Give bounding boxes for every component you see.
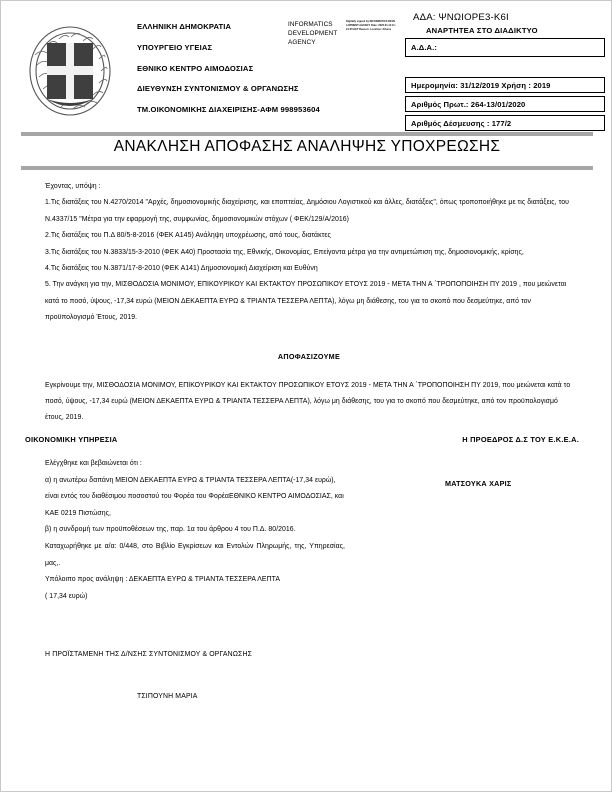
commitment-field-box: Αριθμός Δέσμευσης : 177/2 <box>405 115 605 131</box>
org-line-1: ΥΠΟΥΡΓΕΙΟ ΥΓΕΙΑΣ <box>137 42 213 52</box>
spacer <box>45 361 573 378</box>
footer-role-title: Η ΠΡΟΪΣΤΑΜΕΝΗ ΤΗΣ Δ/ΝΣΗΣ ΣΥΝΤΟΝΙΣΜΟΥ & ΟΡΓΑΝΩΣΗΣ <box>45 651 252 658</box>
financial-service-heading: ΟΙΚΟΝΟΜΙΚΗ ΥΠΗΡΕΣΙΑ <box>25 435 118 444</box>
organization-block <box>137 23 417 127</box>
informatics-development-agency-logo: INFORMATICS DEVELOPMENT AGENCY <box>288 21 338 47</box>
balance-amount: ( 17,34 ευρώ) <box>45 592 88 600</box>
clause-1: 1.Τις διατάξεις του Ν.4270/2014 "Αρχές, δημοσιονομικής διαχείρισης, και εποπτείας, Δημόσιου Λογιστικού και άλλες, διατάξεις", όπως τροποποιήθηκε με τις διατάξεις, του Ν.4337/15 "Μέτρα για την εφαρμογή της, συμφωνίας, δημοσιονομικών στόχων ( ΦΕΚ/129/Α/2016) <box>45 199 569 223</box>
date-field-box: Ημερομηνία: 31/12/2019 Χρήση : 2019 <box>405 77 605 93</box>
clause-2: 2.Τις διατάξεις του Π.Δ 80/5-8-2016 (ΦΕΚ Α145) Ανάληψη υποχρέωσης, από τους, διατάκτες <box>45 232 331 240</box>
document-body <box>45 179 573 427</box>
spacer <box>45 327 573 352</box>
decision-text: Εγκρίνουμε την, ΜΙΣΘΟΔΟΣΙΑ ΜΟΝΙΜΟΥ, ΕΠΙΚΟΥΡΙΚΟΥ ΚΑΙ ΕΚΤΑΚΤΟΥ ΠΡΟΣΩΠΙΚΟΥ ΕΤΟΥΣ 2019 - ΜΕΤΑ ΤΗΝ Α ΄ΤΡΟΠΟΠΟΙΗΣΗ ΠΥ 2019, που μειώνεται κατά το ποσό, ύψους, -17,34 ευρώ (ΜΕΙΟΝ ΔΕΚΑΕΠΤΑ ΕΥΡΩ & ΤΡΙΑΝΤΑ ΤΕΣΣΕΡΑ ΛΕΠΤΑ), λόγω μη διάθεσης, του για το σκοπό που δεσμεύτηκε, από τον προϋπολογισμό έτους, 2019. <box>45 381 571 422</box>
digital-signature-block: Digitally signed by INFORMATICS DEVELOPMENT AGENCY Date: 2020.01.13 11:21:35 EET Reason: Location: Athens <box>346 20 396 31</box>
approver-name: ΜΑΤΣΟΥΚΑ ΧΑΡΙΣ <box>445 479 512 488</box>
greek-coat-of-arms-icon <box>25 21 115 129</box>
clause-3: 3.Τις διατάξεις του Ν.3833/15-3-2010 (ΦΕΚ Α40) Προστασία της, Εθνικής, Οικονομίας, Επείγοντα μέτρα για την αντιμετώπιση της, δημοσιονομικής, κρίσης, <box>45 248 524 256</box>
president-heading: Η ΠΡΟΕΔΡΟΣ Δ.Σ ΤΟΥ Ε.Κ.Ε.Α. <box>462 435 579 444</box>
clause-5: 5. Την ανάγκη για την, ΜΙΣΘΟΔΟΣΙΑ ΜΟΝΙΜΟΥ, ΕΠΙΚΟΥΡΙΚΟΥ ΚΑΙ ΕΚΤΑΚΤΟΥ ΠΡΟΣΩΠΙΚΟΥ ΕΤΟΥΣ 2019 - ΜΕΤΑ ΤΗΝ Α ΄ΤΡΟΠΟΠΟΙΗΣΗ ΠΥ 2019 , που μειώνεται κατά το ποσό, ύψους, -17,34 ευρώ (ΜΕΙΟΝ ΔΕΚΑΕΠΤΑ ΕΥΡΩ & ΤΡΙΑΝΤΑ ΤΕΣΣΕΡΑ ΛΕΠΤΑ), λόγω μη διάθεσης, του για το σκοπό που δεσμεύτηκε, από τον προϋπολογισμό Έτους, 2019. <box>45 281 567 322</box>
org-line-4: ΤΜ.ΟΙΚΟΝΟΜΙΚΗΣ ΔΙΑΧΕΙΡΙΣΗΣ-ΑΦΜ 998953604 <box>137 105 320 115</box>
preamble-text: Έχοντας, υπόψη : <box>45 183 101 190</box>
ada-code-top: ΑΔΑ: ΨΝΩΙΟΡΕ3-Κ6Ι <box>413 12 509 23</box>
ada-field-box: Α.Δ.Α.: <box>405 38 605 57</box>
document-header <box>1 1 612 134</box>
signature-headings-row <box>21 435 593 444</box>
org-line-3: ΔΙΕΥΘΥΝΣΗ ΣΥΝΤΟΝΙΣΜΟΥ & ΟΡΓΑΝΩΣΗΣ <box>137 84 299 94</box>
footer-signer-name: ΤΣΙΠΟΥΝΗ ΜΑΡΙΑ <box>137 693 198 700</box>
clause-4: 4.Τις διατάξεις του Ν.3871/17-8-2010 (ΦΕΚ Α141) Δημοσιονομική Διαχείριση και Ευθύνη <box>45 265 318 273</box>
decision-heading: ΑΠΟΦΑΣΙΖΟΥΜΕ <box>277 351 341 361</box>
balance-line: Υπόλοιπο προς ανάληψη : ΔΕΚΑΕΠΤΑ ΕΥΡΩ & ΤΡΙΑΝΤΑ ΤΕΣΣΕΡΑ ΛΕΠΤΑ <box>45 576 280 584</box>
org-line-0: ΕΛΛΗΝΙΚΗ ΔΗΜΟΚΡΑΤΙΑ <box>137 22 232 31</box>
anartitea-label: ΑΝΑΡΤΗΤΕΑ ΣΤΟ ΔΙΑΔΙΚΤΥΟ <box>426 26 538 35</box>
protocol-field-box: Αριθμός Πρωτ.: 264-13/01/2020 <box>405 96 605 112</box>
registration-line: Καταχωρήθηκε με α/α: 0/448, στο Βιβλίο Εγκρίσεων και Εντολών Πληρωμής, της, Υπηρεσίας, μας,. <box>45 542 345 567</box>
page-title: ΑΝΑΚΛΗΣΗ ΑΠΟΦΑΣΗΣ ΑΝΑΛΗΨΗΣ ΥΠΟΧΡΕΩΣΗΣ <box>113 138 501 155</box>
financial-verification-block <box>45 456 345 605</box>
org-line-2: ΕΘΝΙΚΟ ΚΕΝΤΡΟ ΑΙΜΟΔΟΣΙΑΣ <box>137 63 254 73</box>
financial-item-b: β) η συνδρομή των προϋποθέσεων της, παρ. 1α του άρθρου 4 του Π.Δ. 80/2016. <box>45 526 296 534</box>
divider-top <box>21 132 593 136</box>
divider-bottom <box>21 166 593 170</box>
financial-intro: Ελέγχθηκε και βεβαιώνεται ότι : <box>45 460 142 467</box>
financial-item-a: α) η ανωτέρω δαπάνη ΜΕΙΟΝ ΔΕΚΑΕΠΤΑ ΕΥΡΩ & ΤΡΙΑΝΤΑ ΤΕΣΣΕΡΑ ΛΕΠΤΑ(-17,34 ευρώ), είναι εντός του διαθέσιμου ποσοστού του Φορέα του ΦορέαΕΘΝΙΚΟ ΚΕΝΤΡΟ ΑΙΜΟΔΟΣΙΑΣ, και ΚΑΕ 0219 Πιστώσης, <box>45 476 344 517</box>
